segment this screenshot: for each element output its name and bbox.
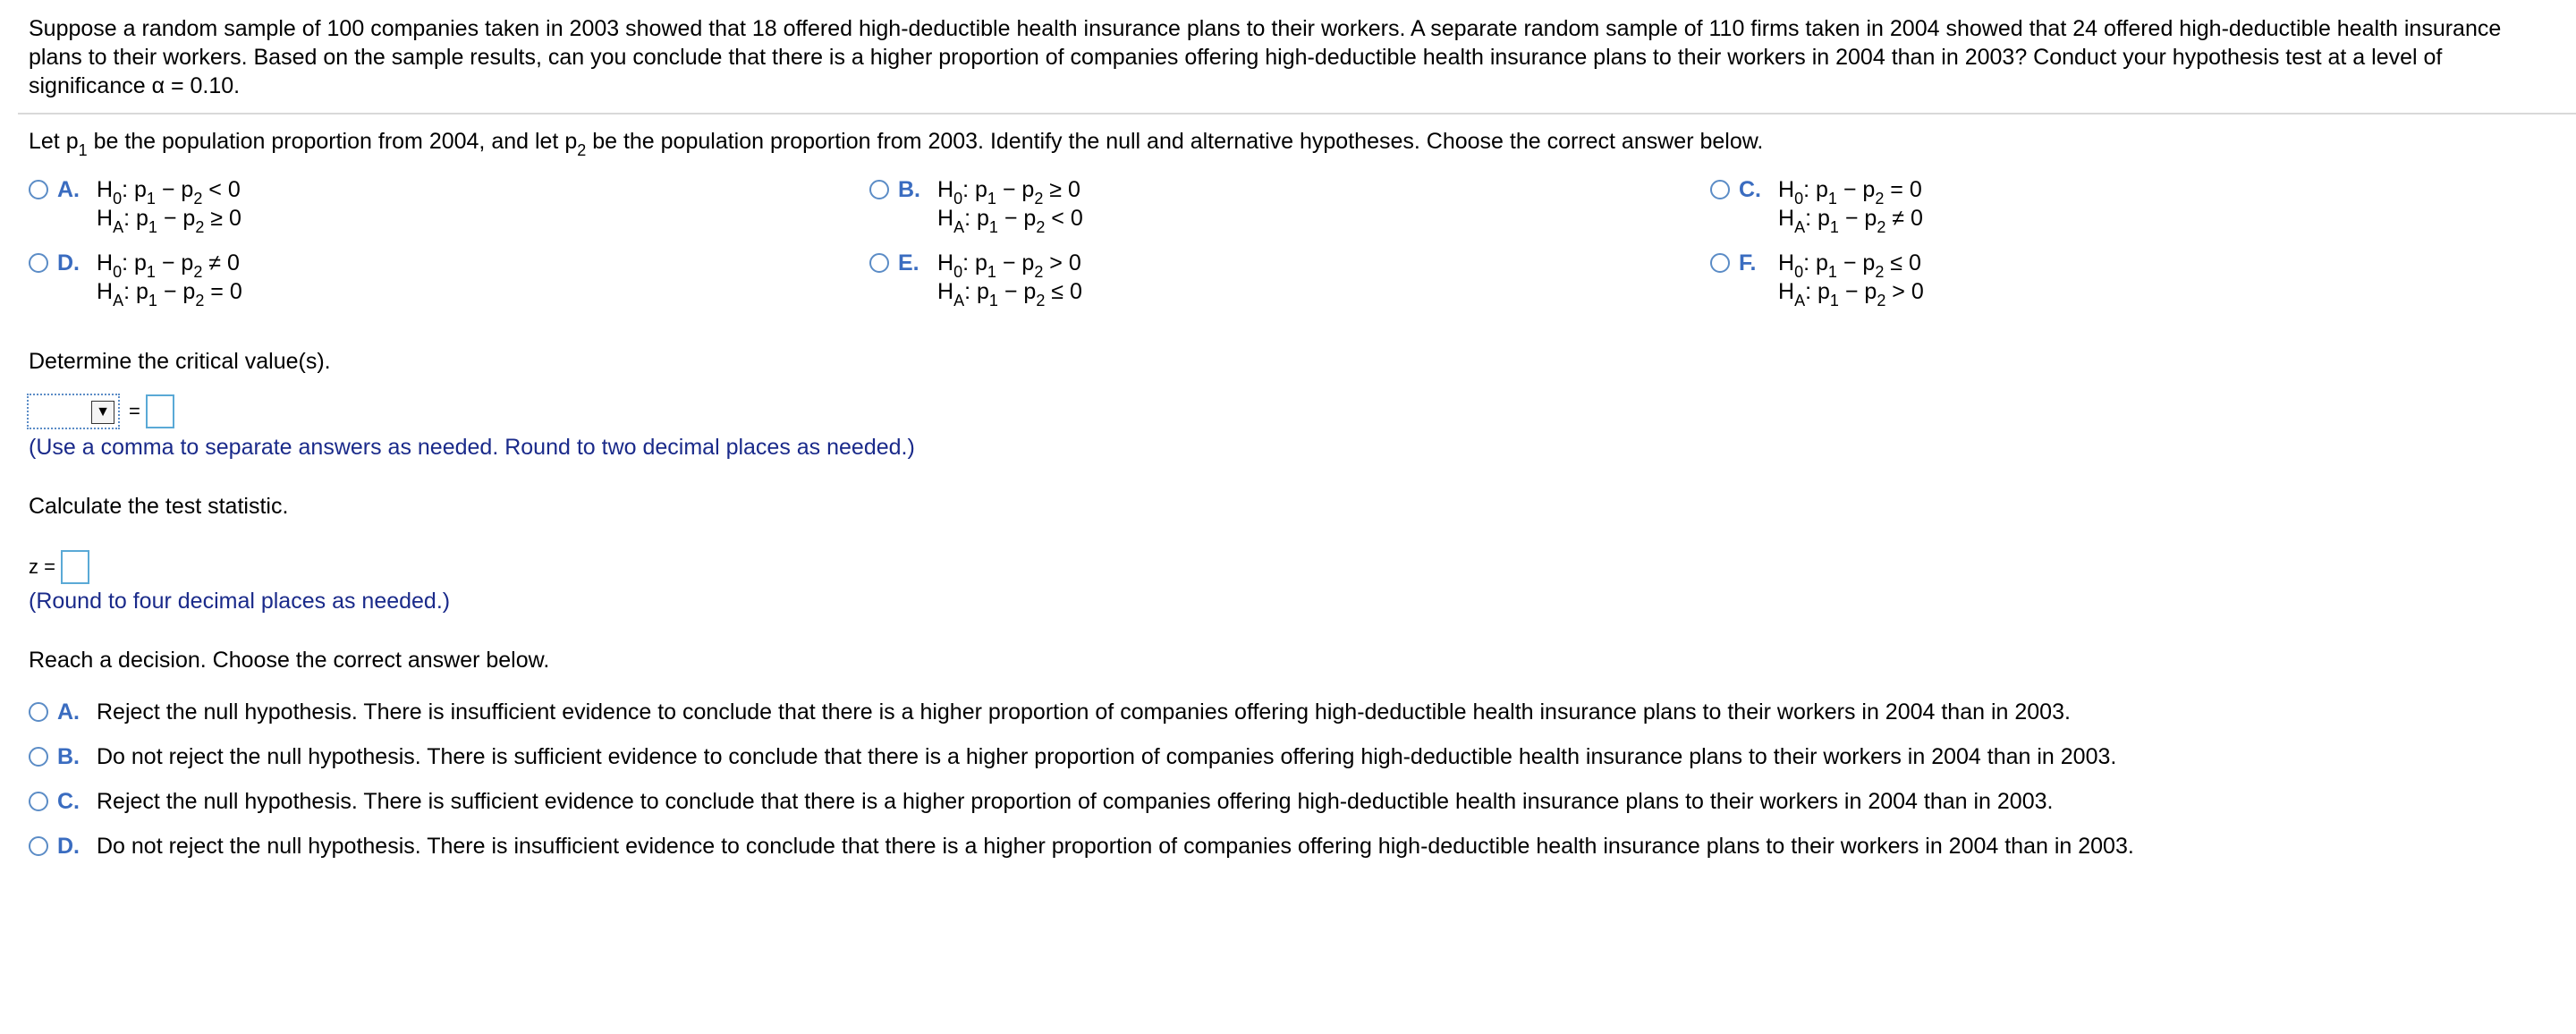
decision-option-c[interactable] — [29, 787, 2565, 816]
test-statistic-hint: (Round to four decimal places as needed.) — [29, 589, 451, 614]
option-letter: C. — [1739, 177, 1761, 202]
section-divider — [18, 113, 2576, 114]
option-letter: B. — [898, 177, 920, 202]
option-letter: D. — [57, 834, 80, 859]
critical-value-input[interactable] — [146, 394, 174, 428]
option-text: Do not reject the null hypothesis. There is insufficient evidence to conclude that there is a higher proportion of companies offering high-deductible health insurance plans to their workers in 2004 than in 2003. — [97, 834, 2134, 859]
radio-button[interactable] — [1710, 180, 1730, 199]
dropdown-arrow-icon[interactable]: ▼ — [91, 401, 114, 424]
critical-value-row — [29, 392, 2565, 431]
test-statistic-label: Calculate the test statistic. — [29, 494, 289, 519]
radio-button[interactable] — [29, 792, 48, 811]
equals-sign: = — [129, 400, 140, 422]
option-letter: F. — [1739, 250, 1757, 275]
problem-statement: Suppose a random sample of 100 companies taken in 2003 showed that 18 offered high-deductible health insurance plans to their workers. A separate random sample of 110 firms taken in 2004 showed that 24 offered high-deductible health insurance plans to their workers. Based on the sample results, can you conclude that there is a higher proportion of companies offering high-deductible health insurance plans to their workers in 2004 than in 2003? Conduct your hypothesis test at a level of significance α = 0.10. — [29, 16, 2502, 98]
decision-label: Reach a decision. Choose the correct answer below. — [29, 648, 550, 673]
decision-option-a[interactable] — [29, 698, 2565, 726]
option-text: Reject the null hypothesis. There is sufficient evidence to conclude that there is a higher proportion of companies offering high-deductible health insurance plans to their workers in 2004 than in 2003. — [97, 789, 2054, 814]
hypotheses-options — [29, 175, 2565, 309]
hypotheses-question: Let $p_1$ be the population proportion from 2004, and let $p_2$ be the population proportion from 2003. Identify the null and alternative hypotheses. Choose the correct answer below. — [29, 129, 1764, 159]
hypothesis-option-a[interactable]: A. $H_0$: $p_1 - p_2 < 0$ $H_A$: $p_1 - p_2 \ge 0$ — [29, 175, 869, 233]
option-text: Reject the null hypothesis. There is insufficient evidence to conclude that there is a higher proportion of companies offering high-deductible health insurance plans to their workers in 2004 than in 2003. — [97, 699, 2071, 725]
z-label: z = — [29, 555, 55, 578]
critical-value-label: Determine the critical value(s). — [29, 349, 331, 374]
hypothesis-option-d[interactable]: D. $H_0$: $p_1 - p_2 \ne 0$ $H_A$: $p_1 - p_2 = 0$ — [29, 249, 869, 306]
option-text: Do not reject the null hypothesis. There is sufficient evidence to conclude that there is a higher proportion of companies offering high-deductible health insurance plans to their workers in 2004 than in 2003. — [97, 744, 2117, 769]
test-statistic-row — [29, 549, 2565, 585]
radio-button[interactable] — [29, 747, 48, 767]
decision-option-d[interactable] — [29, 832, 2565, 860]
decision-option-b[interactable] — [29, 742, 2565, 771]
option-letter: A. — [57, 177, 80, 202]
radio-button[interactable] — [869, 253, 889, 273]
decision-options — [29, 698, 2565, 860]
hypothesis-option-b[interactable]: B. $H_0$: $p_1 - p_2 \ge 0$ $H_A$: $p_1 - p_2 < 0$ — [869, 175, 1710, 233]
radio-button[interactable] — [29, 253, 48, 273]
test-statistic-input[interactable] — [61, 550, 89, 584]
radio-button[interactable] — [869, 180, 889, 199]
radio-button[interactable] — [29, 836, 48, 856]
radio-button[interactable] — [29, 180, 48, 199]
hypothesis-option-f[interactable]: F. $H_0$: $p_1 - p_2 \le 0$ $H_A$: $p_1 - p_2 > 0$ — [1710, 249, 2551, 306]
option-letter: C. — [57, 789, 80, 814]
radio-button[interactable] — [1710, 253, 1730, 273]
critical-value-dropdown[interactable] — [27, 394, 120, 429]
radio-button[interactable] — [29, 702, 48, 722]
hypothesis-option-c[interactable]: C. $H_0$: $p_1 - p_2 = 0$ $H_A$: $p_1 - p_2 \ne 0$ — [1710, 175, 2551, 233]
option-letter: D. — [57, 250, 80, 275]
hypothesis-option-e[interactable]: E. $H_0$: $p_1 - p_2 > 0$ $H_A$: $p_1 - p_2 \le 0$ — [869, 249, 1710, 306]
critical-value-hint: (Use a comma to separate answers as needed. Round to two decimal places as needed.) — [29, 435, 915, 460]
option-letter: E. — [898, 250, 919, 275]
option-letter: B. — [57, 744, 80, 769]
option-letter: A. — [57, 699, 80, 725]
